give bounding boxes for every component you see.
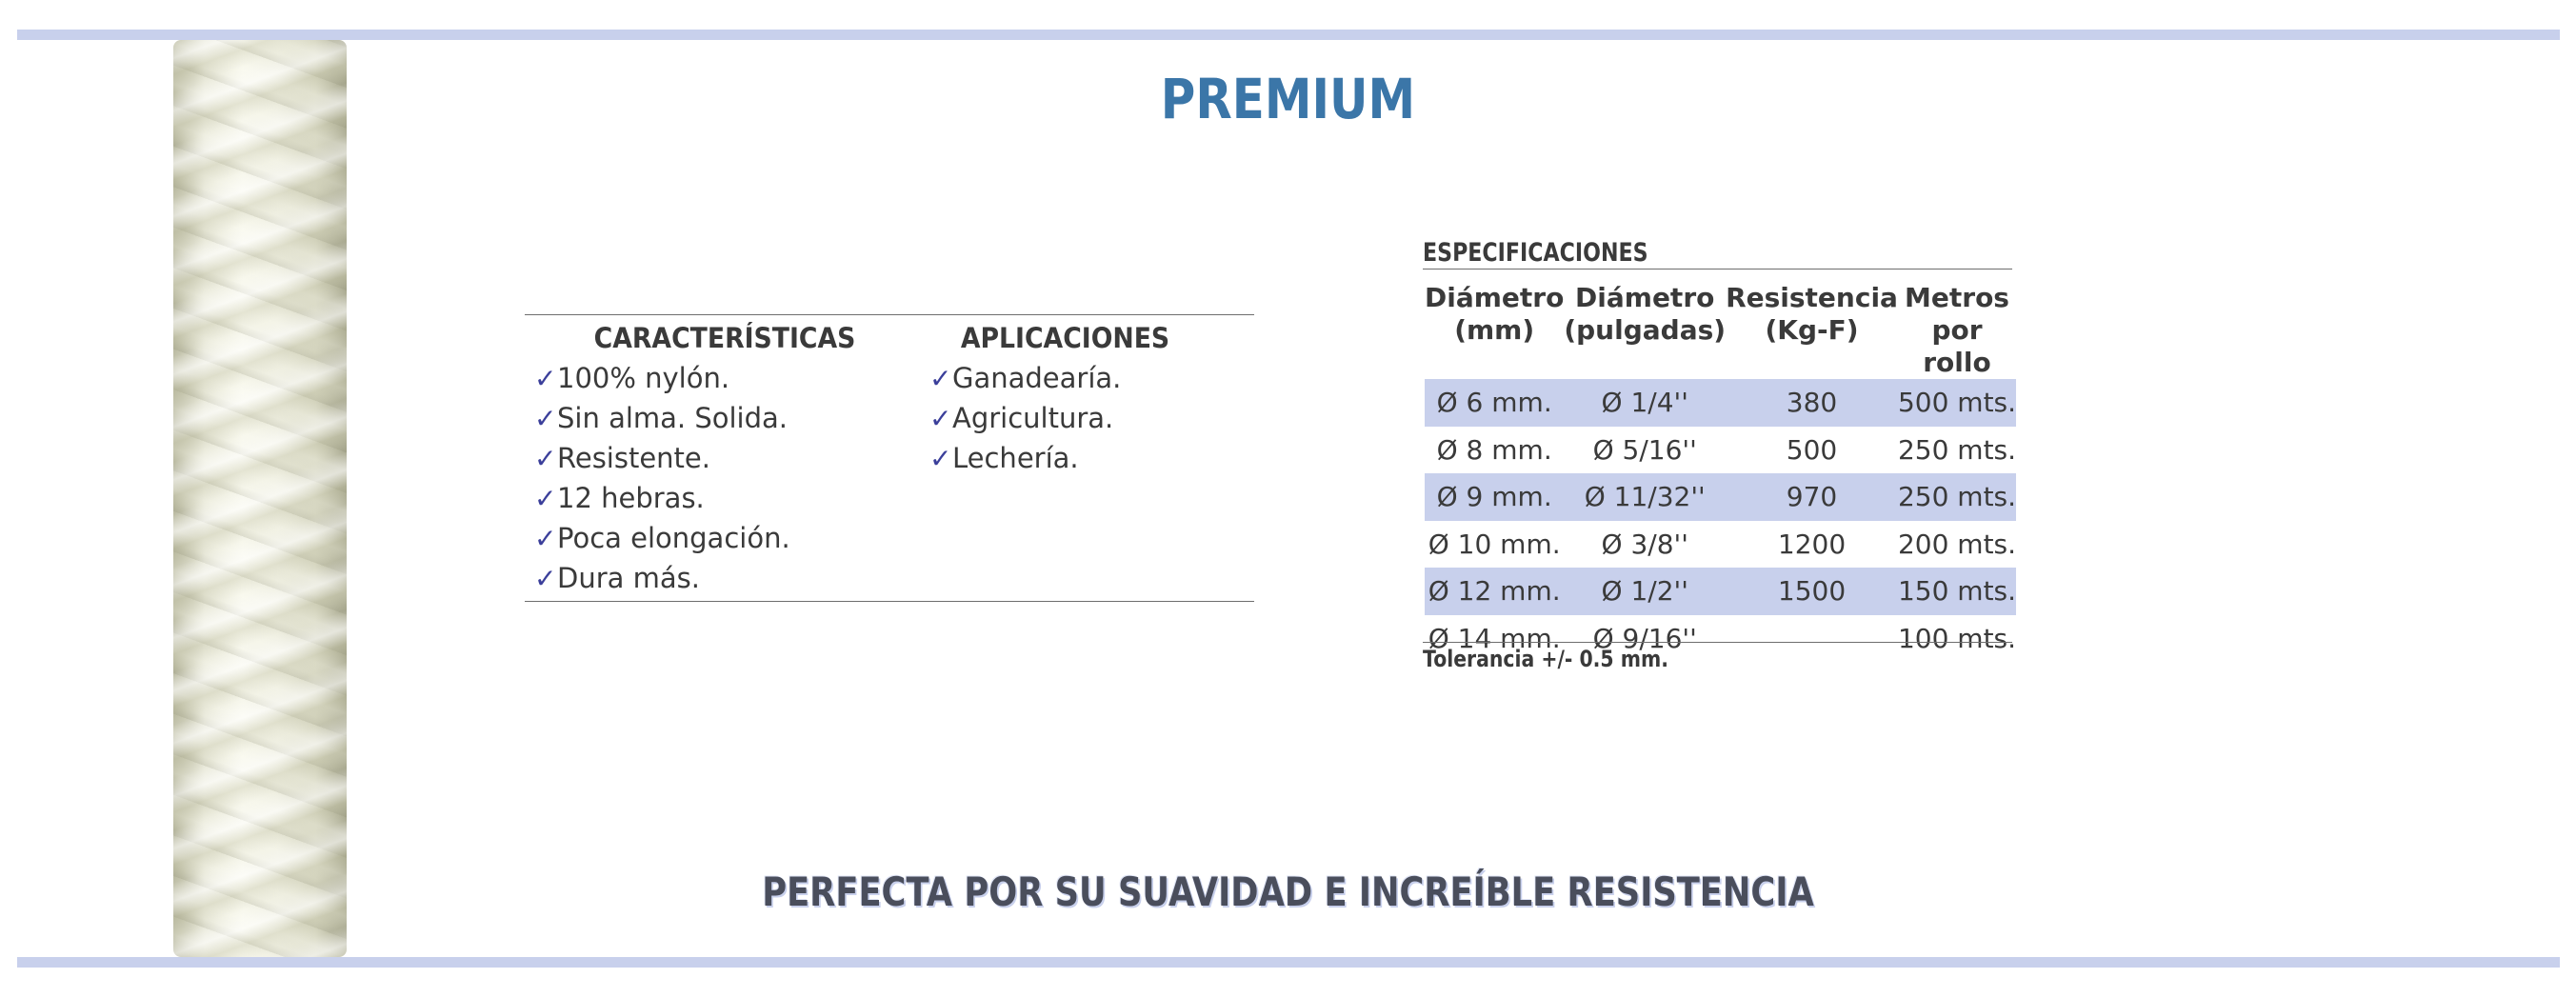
rope-image [173,40,347,957]
list-item [534,478,915,518]
list-item [534,438,915,478]
header-line: Metros por [1905,282,2009,346]
table-cell: Ø 8 mm. [1436,433,1552,466]
table-cell: 500 [1786,433,1838,466]
header-diameter-mm [1425,282,1564,379]
applications-heading: APLICACIONES [960,322,1170,354]
bottom-band [17,957,2560,968]
applications-column [929,315,1244,478]
table-cell: 250 mts. [1898,473,2016,521]
check-icon: ✓ [534,443,557,474]
page-title: PREMIUM [1160,67,1416,131]
table-cell: 250 mts. [1897,433,2017,466]
application-text: Ganadearía. [952,362,1122,394]
table-row [1425,521,2016,569]
table-cell: 150 mts. [1898,568,2016,615]
tolerance-note: Tolerancia +/- 0.5 mm. [1423,646,1668,672]
characteristics-heading: CARACTERÍSTICAS [593,322,856,354]
header-line: (mm) [1454,314,1535,346]
table-row [1425,427,2016,474]
table-cell: Ø 9 mm. [1425,473,1564,521]
check-icon: ✓ [929,403,952,434]
table-cell: 1500 [1726,568,1898,615]
divider [1423,642,2012,643]
table-cell: 1200 [1777,528,1847,560]
list-item [534,398,915,438]
list-item [929,398,1244,438]
top-band [17,30,2560,40]
header-line: Diámetro [1575,282,1715,313]
table-cell: 380 [1726,379,1898,427]
check-icon: ✓ [534,483,557,514]
characteristics-column [534,315,915,598]
specs-title: ESPECIFICACIONES [1423,238,1648,268]
table-cell: 200 mts. [1897,528,2017,560]
table-row [1425,379,2016,427]
header-line: Resistencia [1726,282,1898,313]
table-row [1425,473,2016,521]
characteristic-text: Sin alma. Solida. [557,402,789,434]
table-cell: Ø 14 mm. [1428,622,1561,654]
header-diameter-in [1564,282,1726,379]
table-cell: 970 [1726,473,1898,521]
application-text: Lechería. [952,442,1079,474]
list-item [929,358,1244,398]
characteristic-text: Dura más. [557,562,700,594]
table-row [1425,568,2016,615]
characteristics-list [534,358,915,598]
table-cell: Ø 12 mm. [1425,568,1564,615]
list-item [534,358,915,398]
list-item [534,518,915,558]
check-icon: ✓ [534,523,557,554]
features-block [525,314,1254,602]
table-cell: Ø 1/4'' [1564,379,1726,427]
specs-table [1425,282,2016,662]
list-item [534,558,915,598]
header-line: rollo [1923,347,1991,378]
header-meters-per-roll [1898,282,2016,379]
characteristic-text: 12 hebras. [557,482,705,514]
applications-list [929,358,1244,478]
application-text: Agricultura. [952,402,1114,434]
table-cell: Ø 3/8'' [1601,528,1688,560]
header-resistance [1726,282,1898,379]
list-item [929,438,1244,478]
table-cell: 100 mts. [1897,622,2017,654]
header-line: (Kg-F) [1765,314,1859,346]
characteristic-text: Poca elongación. [557,522,790,554]
table-cell: Ø 5/16'' [1592,433,1697,466]
check-icon: ✓ [534,403,557,434]
slogan: PERFECTA POR SU SUAVIDAD E INCREÍBLE RESISTENCIA [762,868,1814,915]
table-cell [1726,615,1898,663]
table-cell: Ø 1/2'' [1564,568,1726,615]
header-line: Diámetro [1425,282,1565,313]
table-cell: Ø 10 mm. [1428,528,1561,560]
table-cell: 500 mts. [1898,379,2016,427]
table-cell: Ø 9/16'' [1592,622,1697,654]
check-icon: ✓ [534,563,557,594]
header-line: (pulgadas) [1564,314,1727,346]
characteristic-text: Resistente. [557,442,710,474]
check-icon: ✓ [534,363,557,394]
check-icon: ✓ [929,443,952,474]
table-cell: Ø 6 mm. [1425,379,1564,427]
check-icon: ✓ [929,363,952,394]
characteristic-text: 100% nylón. [557,362,730,394]
table-cell: Ø 11/32'' [1564,473,1726,521]
table-header-row [1425,282,2016,379]
